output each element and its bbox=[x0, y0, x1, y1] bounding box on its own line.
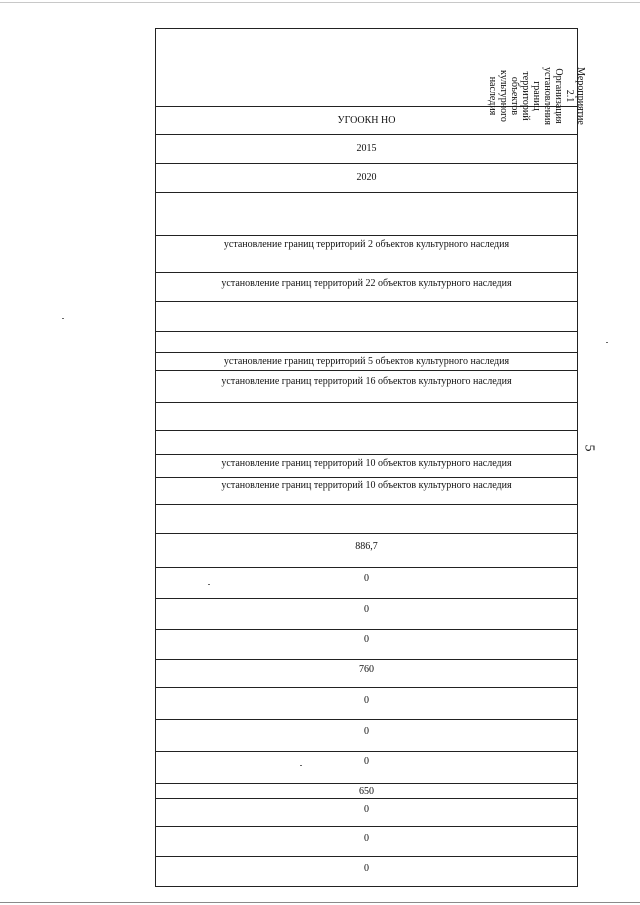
header-line: территорий bbox=[520, 71, 531, 121]
table-row-divider bbox=[156, 301, 577, 302]
table-row-divider bbox=[156, 687, 577, 688]
table-row-divider bbox=[156, 504, 577, 505]
cell-amount: 0 bbox=[364, 604, 369, 615]
table-row-divider bbox=[156, 402, 577, 403]
header-line: установления bbox=[542, 66, 553, 126]
scan-speck bbox=[300, 765, 302, 766]
table-row-divider bbox=[156, 352, 577, 353]
cell-amount: 0 bbox=[364, 804, 369, 815]
table-row-divider bbox=[156, 783, 577, 784]
header-line: Организация bbox=[553, 68, 564, 124]
table-row-divider bbox=[156, 598, 577, 599]
cell-result: установление границ территорий 22 объектов культурного наследия bbox=[221, 278, 512, 289]
scan-speck bbox=[208, 584, 210, 585]
cell-amount: 0 bbox=[364, 695, 369, 706]
table-row-divider bbox=[156, 856, 577, 857]
cell-amount: 0 bbox=[364, 833, 369, 844]
scan-speck bbox=[606, 342, 608, 343]
cell-amount: 886,7 bbox=[355, 541, 378, 552]
table-row-divider bbox=[156, 192, 577, 193]
table-row-divider bbox=[156, 477, 577, 478]
cell-start-year: 2015 bbox=[356, 143, 377, 154]
table-row-divider bbox=[156, 235, 577, 236]
table-row-divider bbox=[156, 826, 577, 827]
cell-result: установление границ территорий 10 объектов культурного наследия bbox=[221, 480, 512, 491]
table-row-divider bbox=[156, 331, 577, 332]
table-row-divider bbox=[156, 370, 577, 371]
header-line: 2.1 bbox=[564, 89, 575, 103]
table-row-divider bbox=[156, 719, 577, 720]
cell-result: установление границ территорий 16 объектов культурного наследия bbox=[221, 376, 512, 387]
cell-amount: 650 bbox=[359, 786, 374, 797]
table-row-divider bbox=[156, 659, 577, 660]
cell-result: установление границ территорий 2 объектов культурного наследия bbox=[223, 239, 510, 250]
page-number: 5 bbox=[581, 444, 597, 452]
header-line: объектов bbox=[509, 76, 520, 116]
table-row-divider bbox=[156, 798, 577, 799]
cell-amount: 0 bbox=[364, 634, 369, 645]
table-row-divider bbox=[156, 430, 577, 431]
header-line: Мероприятие bbox=[575, 67, 586, 125]
header-line: культурного bbox=[498, 70, 509, 122]
cell-amount: 0 bbox=[364, 756, 369, 767]
scan-speck bbox=[62, 318, 64, 319]
table-row-divider bbox=[156, 567, 577, 568]
cell-amount: 760 bbox=[359, 664, 374, 675]
header-line: границ bbox=[531, 81, 542, 111]
table-row-divider bbox=[156, 163, 577, 164]
cell-result: установление границ территорий 5 объектов культурного наследия bbox=[223, 356, 510, 367]
table-row-divider bbox=[156, 454, 577, 455]
cell-result: установление границ территорий 10 объектов культурного наследия bbox=[221, 458, 512, 469]
table-row-divider bbox=[156, 533, 577, 534]
table-row-divider bbox=[156, 751, 577, 752]
table-row-divider bbox=[156, 629, 577, 630]
cell-executor: УГООКН НО bbox=[337, 115, 396, 126]
cell-amount: 0 bbox=[364, 573, 369, 584]
header-line: наследия bbox=[487, 76, 498, 116]
scan-edge-top bbox=[0, 2, 640, 3]
cell-amount: 0 bbox=[364, 726, 369, 737]
activity-header bbox=[487, 32, 586, 160]
cell-amount: 0 bbox=[364, 863, 369, 874]
cell-end-year: 2020 bbox=[356, 172, 377, 183]
table-row-divider bbox=[156, 272, 577, 273]
scan-edge-bottom bbox=[0, 902, 640, 903]
